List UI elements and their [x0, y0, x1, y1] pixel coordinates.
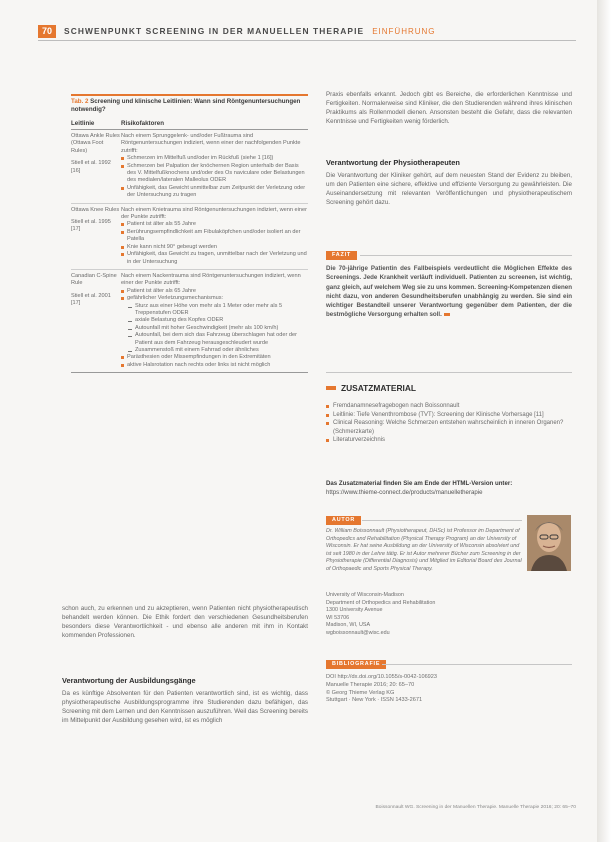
guideline-name: Canadian C-Spine Rule — [71, 272, 117, 287]
list-item: Schmerzen bei Palpation der knöchernen Region unterhalb der Basis des V. Mittelfußknochens und/oder des Os naviculare oder Belastungen des medialen/lateralen Malleolus ODER — [121, 163, 308, 185]
right-paragraph-1: Praxis ebenfalls erkannt. Jedoch gibt es Bereiche, die erforderlichen Kenntnisse und Fertigkeiten. Normalerweise sind Kliniker, die den Studierenden während ihres klinischen Praktikums als Rollenmodell dienen. Ansonsten besteht die Gefahr, dass die relevanten Kenntnisse und Fertigkeiten wenig förderlich. — [326, 91, 572, 126]
author-photo — [527, 515, 571, 571]
list-item: Schmerzen im Mittelfuß und/oder im Rückfuß (siehe 1 [16]) — [121, 155, 308, 162]
list-item: Unfähigkeit, das Gewicht unmittelbar zum Zeitpunkt der Verletzung oder der Untersuchung zu tragen — [121, 185, 308, 200]
list-item: Parästhesien oder Missempfindungen in den Extremitäten — [121, 354, 308, 361]
table-row — [71, 270, 308, 373]
table-row — [71, 130, 308, 204]
table-label: Tab. 2 — [71, 98, 89, 105]
right-paragraph-2: Die Verantwortung der Kliniker gehört, auf dem neuesten Stand der Evidenz zu bleiben, um den Patienten eine sichere, effektive und effiziente Versorgung zu gewährleisten. Die Auseinandersetzung mit relevanten Veröffentlichungen und physiotherapeutischem Screening gehört dazu. — [326, 172, 572, 207]
guideline-name: Ottawa Knee Rules — [71, 206, 120, 213]
biblio-rule — [382, 664, 572, 665]
row-intro: Nach einem Sprunggelenk- und/oder Fußtrauma sind Röntgenuntersuchungen indiziert, wenn einer der nachfolgenden Punkte zutrifft: — [121, 133, 301, 154]
left-heading-2: Verantwortung der Ausbildungsgänge — [62, 676, 196, 685]
zusatz-heading-text: ZUSATZMATERIAL — [341, 383, 417, 393]
author-portrait-image — [527, 515, 571, 571]
scan-edge — [597, 0, 611, 842]
fazit-rule — [360, 255, 572, 256]
fazit-bottom-rule — [326, 372, 572, 373]
list-item: Literaturverzeichnis — [326, 436, 572, 445]
header-section: EINFÜHRUNG — [372, 26, 436, 36]
page-footer: Boissonnault WG. Screening in der Manuellen Therapie. Manuelle Therapie 2016; 20: 65–70 — [375, 805, 576, 810]
list-item: aktive Halsrotation nach rechts oder links ist nicht möglich — [121, 362, 308, 369]
table-caption — [71, 94, 308, 114]
sub-list-item: Zusammenstoß mit einem Fahrrad oder ähnliches — [121, 347, 308, 354]
author-rule — [362, 520, 522, 521]
table-header — [71, 120, 308, 130]
sub-list-item: Autounfall mit hoher Geschwindigkeit (mehr als 100 km/h) — [121, 325, 308, 332]
list-item: Clinical Reasoning: Welche Schmerzen entstehen wahrscheinlich in inneren Organen? (Schmerzkarte) — [326, 419, 572, 436]
biblio-line: DOI http://dx.doi.org/10.1055/s-0042-106923 — [326, 674, 438, 680]
biblio-line: Stuttgart · New York · ISSN 1433-2671 — [326, 697, 423, 704]
table-row — [71, 204, 308, 270]
author-label: AUTOR — [326, 516, 361, 525]
end-mark — [444, 313, 450, 316]
biblio-line: Manuelle Therapie 2016; 20: 65–70 — [326, 681, 415, 688]
sub-list-item: Sturz aus einer Höhe von mehr als 1 Meter oder mehr als 5 Treppenstufen ODER — [121, 303, 308, 318]
address-line: Department of Orthopedics and Rehabilitation — [326, 599, 436, 606]
author-email[interactable]: wgboissonnault@wisc.edu — [326, 629, 390, 636]
biblio-label: BIBLIOGRAFIE — [326, 660, 386, 669]
biblio-line: © Georg Thieme Verlag KG — [326, 689, 395, 696]
list-item: Unfähigkeit, das Gewicht zu tragen, unmittelbar nach der Verletzung und in der Untersuchung — [121, 251, 308, 266]
list-item: Leitlinie: Tiefe Venenthrombose (TVT): Screening der Klinische Vorhersage [11] — [326, 411, 572, 420]
list-item: Knie kann nicht 90° gebeugt werden — [121, 244, 308, 251]
address-line: 1300 University Avenue — [326, 607, 383, 614]
row-intro: Nach einem Nackentrauma sind Röntgenuntersuchungen indiziert, wenn einer der Punkte zutrifft: — [121, 272, 301, 287]
list-item: Fremdanamnesefragebogen nach Boissonnault — [326, 402, 572, 411]
guideline-table — [71, 94, 308, 373]
column-header-guideline: Leitlinie — [71, 120, 95, 127]
address-line: Madison, WI, USA — [326, 622, 371, 629]
row-intro: Nach einem Knietrauma sind Röntgenuntersuchungen indiziert, wenn einer der Punkte zutrifft: — [121, 206, 307, 221]
zusatz-note — [326, 480, 572, 497]
list-item: Patient ist älter als 65 Jahre — [121, 288, 308, 295]
guideline-source: Stiell et al. 1995 [17] — [71, 219, 111, 233]
author-address — [326, 592, 526, 638]
page-number: 70 — [38, 25, 56, 38]
left-paragraph-1: schon auch, zu erkennen und zu akzeptieren, wenn Patienten nicht physiotherapeutisch behandelt werden können. Die Ethik fordert den verschiedenen Gesundheitsberufen besonders diese Verantwortlichkeit - und ebenso alle anderen mit ihm in Kontakt kommenden Professionen. — [62, 605, 308, 640]
left-paragraph-2: Da es künftige Absolventen für den Patienten verantwortlich sind, ist es wichtig, dass physiotherapeutische Ausbildungsprogramme ihre Studierenden dazu befähigen, das Screening mit dem Lernen und den Kenntnissen auszuführen. Weil das Screening bereits im Mittelpunkt der Ausbildung gesehen wird, ist es möglich — [62, 690, 308, 725]
zusatz-note-text: Das Zusatzmaterial finden Sie am Ende der HTML-Version unter: — [326, 480, 513, 487]
guideline-name: Ottawa Ankle Rules (Ottawa Foot Rules) — [71, 133, 120, 154]
fazit-text: Die 70-jährige Patientin des Fallbeispiels verdeutlicht die Möglichen Effekte des Screenings. Jede Krankheit verläuft individuell. Patienten zu screenen, ist wichtig, ganz gleich, auf welchem Weg sie zu uns kommen. Screening-Kompetenzen dienen nicht dazu, von anderen Gesundheitsberufen unabhängig zu werden. Sie sind ein wichtiger Bestandteil unserer Verantwortung gegenüber dem Patienten, der die bestmögliche Versorgung erhalten soll. — [326, 265, 572, 319]
guideline-source: Stiell et al. 2001 [17] — [71, 292, 111, 307]
heading-mark — [326, 386, 336, 390]
table-caption-text: Screening und klinische Leitlinien: Wann sind Röntgenuntersuchungen notwendig? — [71, 98, 301, 113]
fazit-box — [326, 264, 572, 320]
sub-list-item: Autounfall, bei dem sich das Fahrzeug überschlagen hat oder der Patient aus dem Fahrzeug herausgeschleudert wurde — [121, 332, 308, 347]
bibliography — [326, 674, 566, 705]
header-rule — [38, 40, 576, 41]
list-item: gefährlicher Verletzungsmechanismus: — [121, 295, 308, 302]
address-line: University of Wisconsin-Madison — [326, 592, 404, 598]
list-item: Berührungsempfindlichkeit am Fibulaköpfchen und/oder isoliert an der Patella — [121, 229, 308, 244]
sub-list-item: axiale Belastung des Kopfes ODER — [121, 317, 308, 324]
guideline-source: Stiell et al. 1992 [16] — [71, 160, 111, 174]
zusatz-link[interactable]: https://www.thieme-connect.de/products/manuelletherapie — [326, 488, 483, 496]
author-bio: Dr. William Boissonnault (Physiotherapeut, DHSc) ist Professor im Department of Orthopedics and Rehabilitation (Physical Therapy Program) an der University of Wisconsin. Er hat seine Ausbildung an der University of Wisconsin absolviert und ist seit 1980 in der Lehre tätig. Er ist Autor mehrerer Bücher zum Screening in der Physiotherapie (Differential Diagnosis) und Mitglied im Editorial Board des Journal of Orthopaedic and Sports Physical Therapy. — [326, 528, 522, 572]
fazit-label: FAZIT — [326, 251, 357, 260]
zusatz-list — [326, 402, 572, 445]
list-item: Patient ist älter als 55 Jahre — [121, 221, 308, 228]
zusatz-heading — [326, 383, 416, 393]
address-line: WI 53706 — [326, 614, 350, 621]
running-header — [38, 24, 578, 38]
header-title: SCHWENPUNKT SCREENING IN DER MANUELLEN THERAPIE — [64, 26, 365, 36]
column-header-risk: Risikofaktoren — [121, 120, 164, 127]
right-heading-1: Verantwortung der Physiotherapeuten — [326, 158, 460, 167]
